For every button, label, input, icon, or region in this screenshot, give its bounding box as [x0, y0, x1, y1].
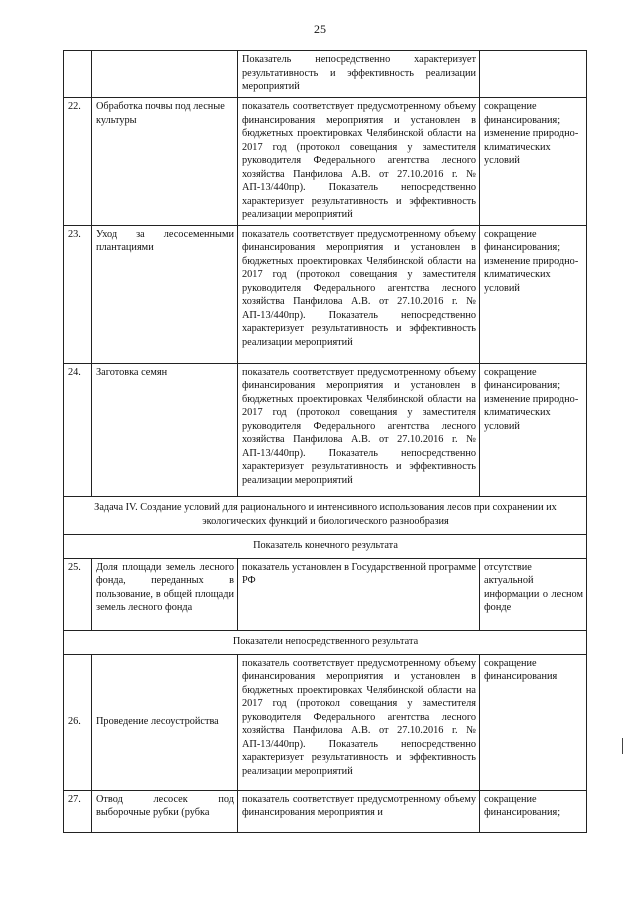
indicator-table [63, 50, 587, 833]
cell-reason: сокращение финансирования; [480, 790, 587, 832]
cell-name: Проведение лесоустройства [92, 654, 238, 790]
table-row [64, 558, 587, 630]
cell-num: 25. [64, 558, 92, 630]
cell-desc: показатель соответствует предусмотренному объему финансирования мероприятия и установлен в бюджетных проектировках Челябинской области на 2017 год (протокол совещания у заместителя руководителя Федерального агентства лесного хозяйства Панфилова А.В. от 27.10.2016 г. № АП-13/440пр). Показатель непосредственно характеризует результативность и эффективность реализации мероприятий [238, 225, 480, 363]
cell-num [64, 51, 92, 98]
cell-reason: сокращение финансирования; изменение природно-климатических условий [480, 98, 587, 226]
cell-name: Обработка почвы под лесные культуры [92, 98, 238, 226]
cell-num: 26. [64, 654, 92, 790]
cell-name: Отвод лесосек под выборочные рубки (рубка [92, 790, 238, 832]
direct-result-heading: Показатели непосредственного результата [64, 630, 587, 654]
cell-desc: показатель соответствует предусмотренному объему финансирования мероприятия и установлен в бюджетных проектировках Челябинской области на 2017 год (протокол совещания у заместителя руководителя Федерального агентства лесного хозяйства Панфилова А.В. от 27.10.2016 г. № АП-13/440пр). Показатель непосредственно характеризует результативность и эффективность реализации мероприятий [238, 654, 480, 790]
cell-name: Уход за лесосеменными плантациями [92, 225, 238, 363]
cell-name: Доля площади земель лесного фонда, переданных в пользование, в общей площади земель лесного фонда [92, 558, 238, 630]
section-row [64, 534, 587, 558]
section-row [64, 496, 587, 534]
table-row [64, 51, 587, 98]
cell-reason [480, 51, 587, 98]
page-number: 25 [314, 22, 326, 36]
cell-num: 23. [64, 225, 92, 363]
cell-num: 27. [64, 790, 92, 832]
cell-reason: сокращение финансирования [480, 654, 587, 790]
section-row [64, 630, 587, 654]
cell-desc: показатель установлен в Государственной программе РФ [238, 558, 480, 630]
cell-reason: отсутствие актуальной информации о лесном фонде [480, 558, 587, 630]
cell-desc: показатель соответствует предусмотренному объему финансирования мероприятия и установлен в бюджетных проектировках Челябинской области на 2017 год (протокол совещания у заместителя руководителя Федерального агентства лесного хозяйства Панфилова А.В. от 27.10.2016 г. № АП-13/440пр). Показатель непосредственно характеризует результативность и эффективность реализации мероприятий [238, 363, 480, 496]
table-row [64, 654, 587, 790]
cell-desc: Показатель непосредственно характеризует результативность и эффективность реализации мероприятий [238, 51, 480, 98]
cell-num: 24. [64, 363, 92, 496]
scan-edge-mark [622, 738, 623, 754]
cell-num: 22. [64, 98, 92, 226]
cell-desc: показатель соответствует предусмотренному объему финансирования мероприятия и [238, 790, 480, 832]
task-heading: Задача IV. Создание условий для рационального и интенсивного использования лесов при сохранении их экологических функций и биологического разнообразия [64, 496, 587, 534]
cell-name [92, 51, 238, 98]
cell-desc: показатель соответствует предусмотренному объему финансирования мероприятия и установлен в бюджетных проектировках Челябинской области на 2017 год (протокол совещания у заместителя руководителя Федерального агентства лесного хозяйства Панфилова А.В. от 27.10.2016 г. № АП-13/440пр). Показатель непосредственно характеризует результативность и эффективность реализации мероприятий [238, 98, 480, 226]
table-row [64, 790, 587, 832]
table-row [64, 98, 587, 226]
table-row [64, 363, 587, 496]
cell-name: Заготовка семян [92, 363, 238, 496]
table-row [64, 225, 587, 363]
final-result-heading: Показатель конечного результата [64, 534, 587, 558]
cell-reason: сокращение финансирования; изменение природно-климатических условий [480, 363, 587, 496]
cell-reason: сокращение финансирования; изменение природно-климатических условий [480, 225, 587, 363]
